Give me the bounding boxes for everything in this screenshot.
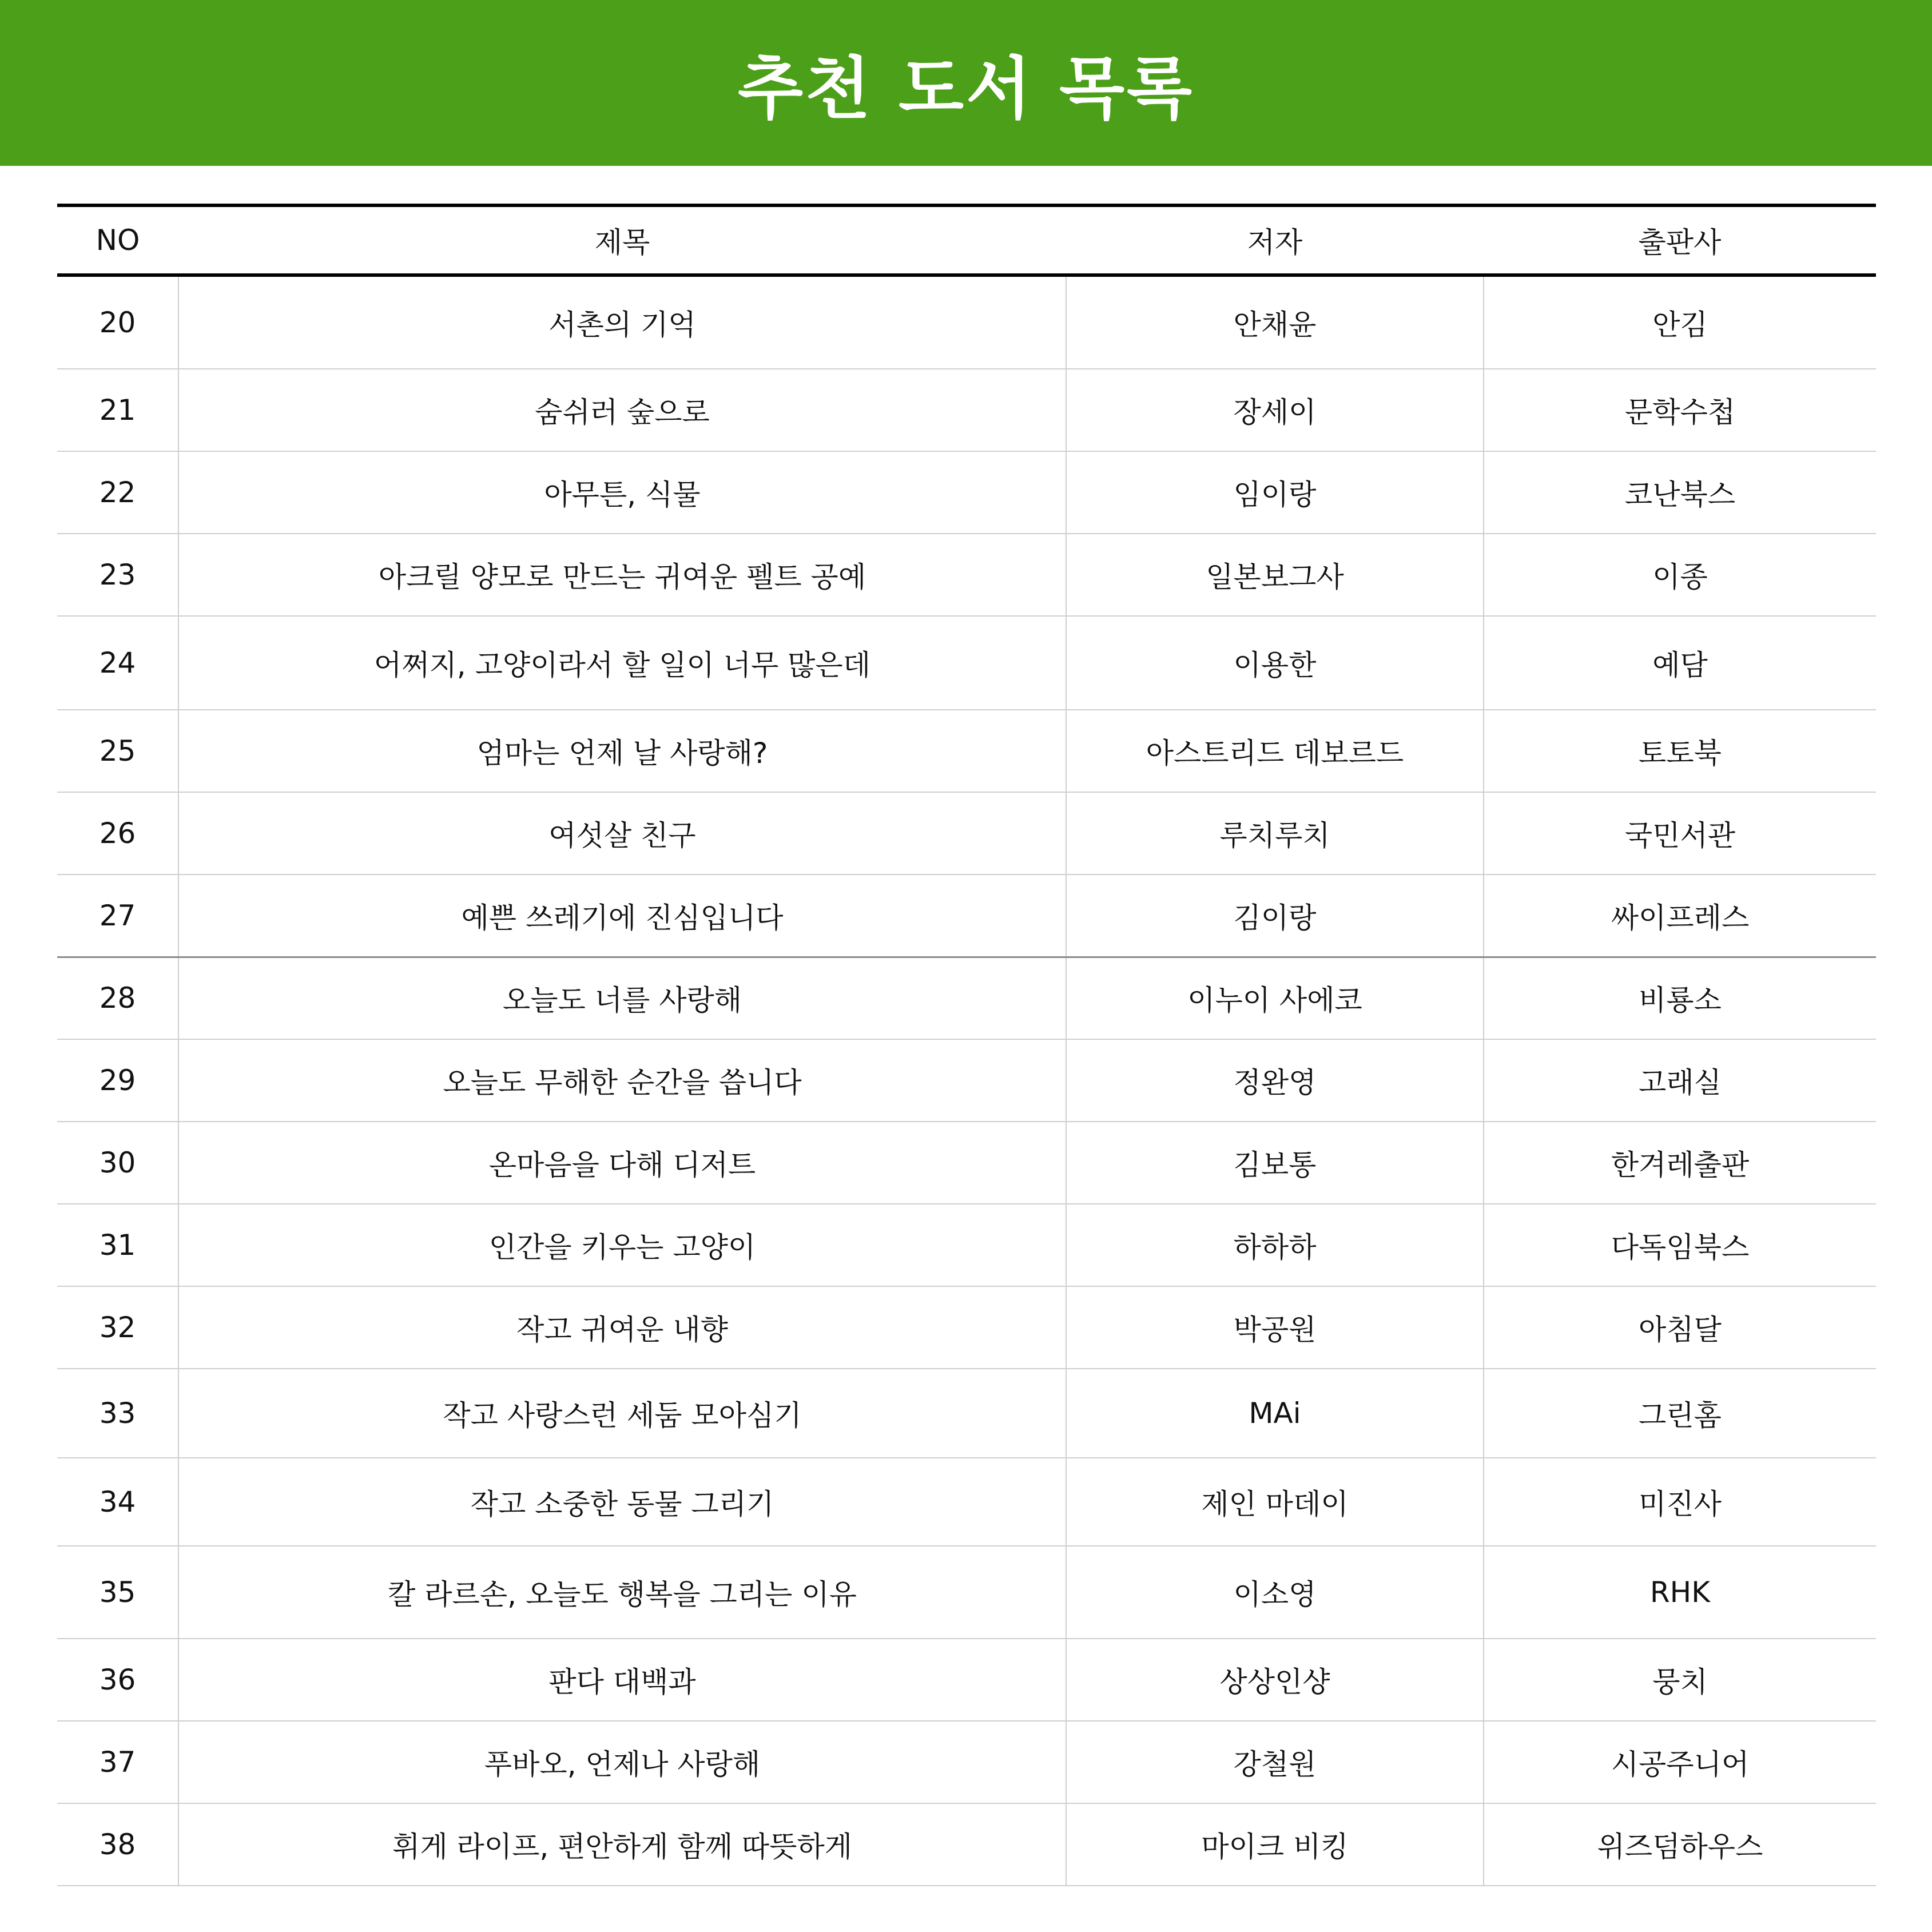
cell-author: 이용한	[1066, 616, 1484, 710]
cell-author: 임이랑	[1066, 451, 1484, 534]
table-row	[57, 1204, 1876, 1286]
table-row	[57, 451, 1876, 534]
table-row	[57, 275, 1876, 369]
cell-publisher: 문학수첩	[1484, 369, 1876, 451]
cell-author: 마이크 비킹	[1066, 1803, 1484, 1886]
cell-no: 25	[57, 710, 178, 792]
table-row	[57, 1639, 1876, 1721]
cell-author: 제인 마데이	[1066, 1458, 1484, 1546]
header-row	[57, 205, 1876, 275]
cell-title: 서촌의 기억	[178, 275, 1066, 369]
cell-title: 오늘도 무해한 순간을 씁니다	[178, 1039, 1066, 1122]
table-row	[57, 1803, 1876, 1886]
cell-author: 루치루치	[1066, 792, 1484, 874]
table-row	[57, 1122, 1876, 1204]
column-header-author: 저자	[1066, 205, 1484, 275]
cell-author: 하하하	[1066, 1204, 1484, 1286]
cell-publisher: 다독임북스	[1484, 1204, 1876, 1286]
table-row	[57, 616, 1876, 710]
cell-publisher: 위즈덤하우스	[1484, 1803, 1876, 1886]
table-row	[57, 369, 1876, 451]
cell-author: 이누이 사에코	[1066, 957, 1484, 1039]
cell-author: 김이랑	[1066, 874, 1484, 957]
cell-publisher: 아침달	[1484, 1286, 1876, 1369]
cell-title: 아무튼, 식물	[178, 451, 1066, 534]
cell-no: 37	[57, 1721, 178, 1803]
cell-author: 장세이	[1066, 369, 1484, 451]
page-title: 추천 도서 목록	[737, 49, 1195, 128]
cell-no: 27	[57, 874, 178, 957]
cell-no: 23	[57, 534, 178, 616]
column-header-title: 제목	[178, 205, 1066, 275]
cell-publisher: 고래실	[1484, 1039, 1876, 1122]
cell-no: 22	[57, 451, 178, 534]
cell-publisher: 이종	[1484, 534, 1876, 616]
table-row	[57, 710, 1876, 792]
cell-no: 31	[57, 1204, 178, 1286]
cell-publisher: 미진사	[1484, 1458, 1876, 1546]
cell-no: 28	[57, 957, 178, 1039]
cell-author: 아스트리드 데보르드	[1066, 710, 1484, 792]
cell-publisher: 시공주니어	[1484, 1721, 1876, 1803]
column-header-no: NO	[57, 205, 178, 275]
cell-title: 작고 귀여운 내향	[178, 1286, 1066, 1369]
cell-author: 박공원	[1066, 1286, 1484, 1369]
cell-title: 여섯살 친구	[178, 792, 1066, 874]
cell-author: 일본보그사	[1066, 534, 1484, 616]
cell-no: 20	[57, 275, 178, 369]
cell-title: 오늘도 너를 사랑해	[178, 957, 1066, 1039]
cell-title: 푸바오, 언제나 사랑해	[178, 1721, 1066, 1803]
table-row	[57, 957, 1876, 1039]
table-row	[57, 1546, 1876, 1639]
table-row	[57, 534, 1876, 616]
cell-title: 휘게 라이프, 편안하게 함께 따뜻하게	[178, 1803, 1066, 1886]
table-row	[57, 1721, 1876, 1803]
cell-author: 정완영	[1066, 1039, 1484, 1122]
table-row	[57, 1458, 1876, 1546]
cell-title: 판다 대백과	[178, 1639, 1066, 1721]
cell-publisher: 뭉치	[1484, 1639, 1876, 1721]
table-header	[57, 205, 1876, 275]
cell-author: 상상인샹	[1066, 1639, 1484, 1721]
cell-title: 어쩌지, 고양이라서 할 일이 너무 많은데	[178, 616, 1066, 710]
table-row	[57, 1286, 1876, 1369]
cell-title: 작고 소중한 동물 그리기	[178, 1458, 1066, 1546]
cell-no: 34	[57, 1458, 178, 1546]
cell-publisher: RHK	[1484, 1546, 1876, 1639]
cell-publisher: 예담	[1484, 616, 1876, 710]
cell-no: 21	[57, 369, 178, 451]
table-row	[57, 874, 1876, 957]
cell-title: 엄마는 언제 날 사랑해?	[178, 710, 1066, 792]
cell-no: 24	[57, 616, 178, 710]
cell-publisher: 토토북	[1484, 710, 1876, 792]
cell-publisher: 싸이프레스	[1484, 874, 1876, 957]
book-table	[57, 204, 1876, 1886]
cell-title: 온마음을 다해 디저트	[178, 1122, 1066, 1204]
cell-publisher: 코난북스	[1484, 451, 1876, 534]
cell-title: 칼 라르손, 오늘도 행복을 그리는 이유	[178, 1546, 1066, 1639]
cell-publisher: 한겨레출판	[1484, 1122, 1876, 1204]
cell-author: 이소영	[1066, 1546, 1484, 1639]
cell-no: 35	[57, 1546, 178, 1639]
cell-title: 예쁜 쓰레기에 진심입니다	[178, 874, 1066, 957]
cell-no: 32	[57, 1286, 178, 1369]
cell-publisher: 비룡소	[1484, 957, 1876, 1039]
cell-publisher: 국민서관	[1484, 792, 1876, 874]
cell-title: 아크릴 양모로 만드는 귀여운 펠트 공예	[178, 534, 1066, 616]
cell-title: 작고 사랑스런 세둠 모아심기	[178, 1369, 1066, 1458]
cell-author: 김보통	[1066, 1122, 1484, 1204]
header-banner	[0, 0, 1932, 166]
cell-no: 36	[57, 1639, 178, 1721]
cell-author: 안채윤	[1066, 275, 1484, 369]
cell-no: 33	[57, 1369, 178, 1458]
cell-no: 30	[57, 1122, 178, 1204]
cell-publisher: 그린홈	[1484, 1369, 1876, 1458]
table-body	[57, 275, 1876, 1886]
column-header-publisher: 출판사	[1484, 205, 1876, 275]
cell-title: 인간을 키우는 고양이	[178, 1204, 1066, 1286]
book-table-container	[57, 204, 1876, 1886]
cell-no: 26	[57, 792, 178, 874]
cell-author: MAi	[1066, 1369, 1484, 1458]
table-row	[57, 1369, 1876, 1458]
cell-no: 38	[57, 1803, 178, 1886]
cell-publisher: 안김	[1484, 275, 1876, 369]
cell-title: 숨쉬러 숲으로	[178, 369, 1066, 451]
table-row	[57, 1039, 1876, 1122]
cell-no: 29	[57, 1039, 178, 1122]
table-row	[57, 792, 1876, 874]
cell-author: 강철원	[1066, 1721, 1484, 1803]
